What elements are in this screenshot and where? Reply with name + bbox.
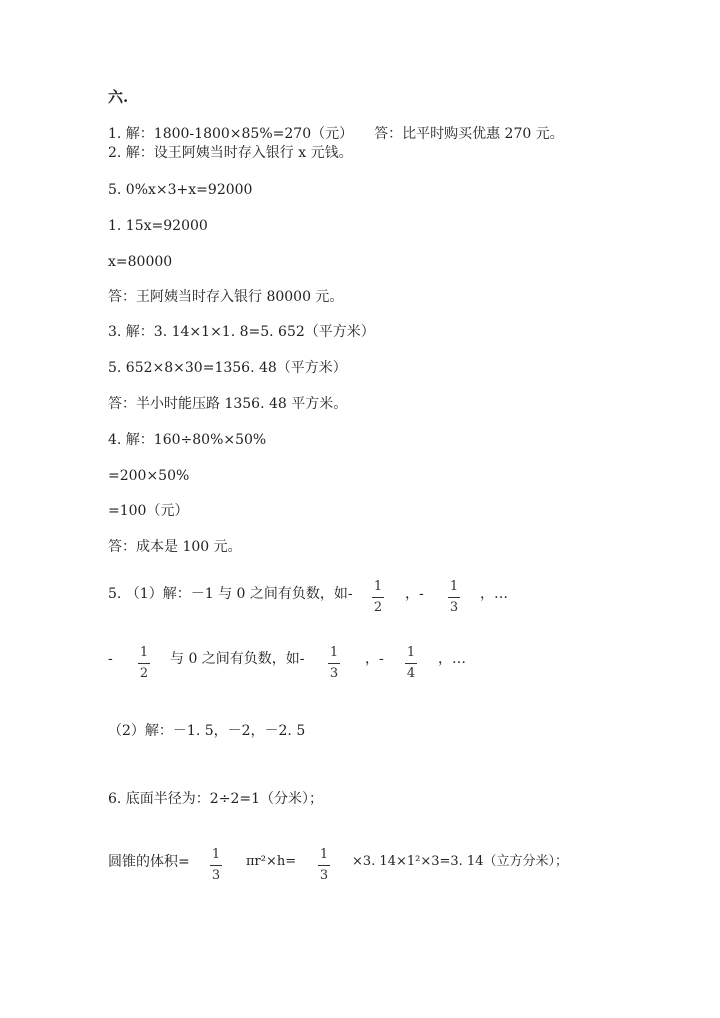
- ellipsis: ，…: [438, 651, 466, 667]
- fraction-denominator: 3: [329, 666, 339, 681]
- answer-6-volume-formula: πr²×h=: [246, 854, 297, 869]
- fraction: [405, 645, 417, 681]
- fraction-numerator: 1: [139, 645, 149, 660]
- fraction-denominator: 3: [211, 868, 221, 883]
- fraction-numerator: 1: [449, 579, 459, 594]
- fraction: [448, 579, 460, 615]
- answer-1: 1. 解：1800-1800×85%=270（元） 答：比平时购买优惠 270 元。: [108, 126, 564, 142]
- answer-2-result: x=80000: [108, 254, 173, 270]
- fraction-denominator: 2: [373, 600, 383, 615]
- separator: ，-: [365, 651, 384, 667]
- fraction: [318, 847, 330, 883]
- fraction: [372, 579, 384, 615]
- answer-3-total: 5. 652×8×30=1356. 48（平方米）: [108, 360, 347, 376]
- ellipsis: ，…: [480, 586, 508, 602]
- section-title: 六.: [108, 88, 129, 106]
- answer-2-step: 1. 15x=92000: [108, 218, 208, 234]
- fraction-numerator: 1: [373, 579, 383, 594]
- fraction-numerator: 1: [406, 645, 416, 660]
- fraction-bar: [328, 663, 340, 664]
- answer-4-formula: 4. 解：160÷80%×50%: [108, 432, 267, 448]
- answer-4-conclusion: 答：成本是 100 元。: [108, 539, 242, 555]
- answer-5-part2: （2）解：－1. 5，－2，－2. 5: [108, 723, 306, 739]
- fraction-bar: [138, 663, 150, 664]
- fraction: [210, 847, 222, 883]
- answer-6-volume-result: ×3. 14×1²×3=3. 14（立方分米）；: [352, 854, 568, 869]
- fraction: [328, 645, 340, 681]
- answer-3-area: 3. 解：3. 14×1×1. 8=5. 652（平方米）: [108, 324, 375, 340]
- answer-5-part1-prefix: 5. （1）解：－1 与 0 之间有负数，如-: [108, 586, 353, 602]
- fraction-bar: [405, 663, 417, 664]
- answer-2-equation: 5. 0%x×3+x=92000: [108, 182, 253, 198]
- answer-6-volume-prefix: 圆锥的体积=: [108, 854, 190, 870]
- answer-2-intro: 2. 解：设王阿姨当时存入银行 x 元钱。: [108, 145, 353, 161]
- fraction-numerator: 1: [319, 847, 329, 862]
- fraction-bar: [448, 597, 460, 598]
- fraction: [138, 645, 150, 681]
- fraction-numerator: 1: [329, 645, 339, 660]
- answer-3-conclusion: 答：半小时能压路 1356. 48 平方米。: [108, 396, 348, 412]
- answer-6-radius: 6. 底面半径为：2÷2=1（分米）；: [108, 791, 323, 807]
- answer-5-part1-cont-prefix: -: [108, 651, 113, 667]
- answer-4-step: =200×50%: [108, 468, 190, 484]
- fraction-bar: [372, 597, 384, 598]
- fraction-denominator: 4: [406, 666, 416, 681]
- fraction-bar: [210, 865, 222, 866]
- separator: ，-: [405, 586, 424, 602]
- fraction-denominator: 3: [449, 600, 459, 615]
- fraction-denominator: 3: [319, 868, 329, 883]
- fraction-denominator: 2: [139, 666, 149, 681]
- fraction-bar: [318, 865, 330, 866]
- answer-2-conclusion: 答：王阿姨当时存入银行 80000 元。: [108, 289, 344, 305]
- fraction-numerator: 1: [211, 847, 221, 862]
- answer-4-result: =100（元）: [108, 503, 189, 519]
- answer-5-part1-cont-text: 与 0 之间有负数，如-: [170, 651, 305, 667]
